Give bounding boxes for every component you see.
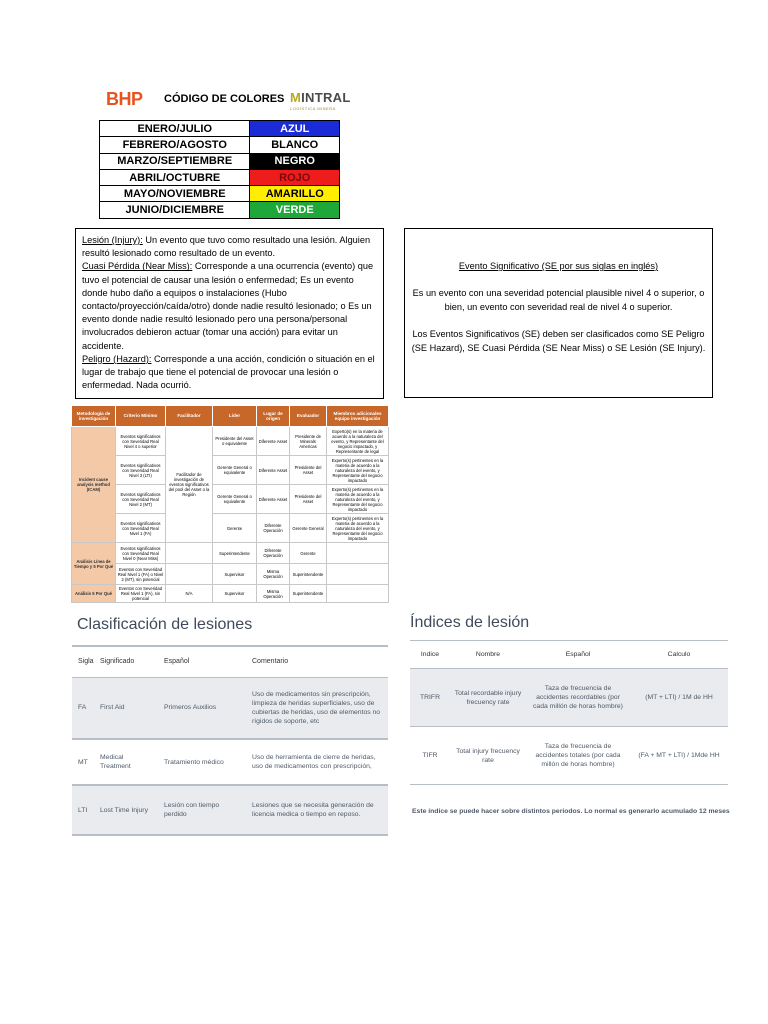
origin-cell: Diferente Operación: [257, 543, 290, 564]
facilitator-cell: [166, 543, 213, 564]
month-cell: JUNIO/DICIEMBRE: [100, 202, 250, 218]
criteria-cell: Eventos con Severidad Real Nivel 1 (FA) o Nivel 2 (MT), sin potencial: [116, 564, 166, 585]
column-header: Criterio Mínimo: [116, 406, 166, 427]
method-cell: Incident cause analysis method (ICAM): [72, 427, 116, 543]
color-cell: ROJO: [250, 169, 340, 185]
classification-title: Clasificación de lesiones: [77, 616, 253, 633]
definitions-box: [75, 228, 384, 399]
facilitator-cell: [166, 564, 213, 585]
hazard-text: Corresponde a una acción, condición o situación en el lugar de trabajo que tiene el potencial de provocar una lesión o enfermedad. Nada ocurrió.: [82, 353, 375, 391]
table-row: [72, 739, 388, 785]
column-header: Significado: [94, 646, 158, 677]
criteria-cell: Eventos significativos con Severidad Real Nivel 2 (MT): [116, 485, 166, 514]
espanol-cell: Taza de frecuencia de accidentes totales (por cada millón de horas hombre): [526, 727, 630, 785]
leader-cell: Gerente General o equivalente: [213, 485, 257, 514]
near-miss-term: Cuasi Pérdida (Near Miss):: [82, 261, 193, 272]
evaluator-cell: Superintendente: [290, 564, 327, 585]
mintral-logo: MINTRAL LOGÍSTICA MINERA: [290, 90, 351, 111]
color-cell: NEGRO: [250, 153, 340, 169]
column-header: Lugar de origen: [257, 406, 290, 427]
table-row: [72, 514, 389, 543]
column-header: Comentario: [246, 646, 388, 677]
members-cell: Experto(s) pertinentes en la materia de acuerdo a la naturaleza del evento, y Representante del negocio impactado: [327, 485, 389, 514]
sigla-cell: FA: [72, 677, 94, 739]
origin-cell: Diferente Operación: [257, 514, 290, 543]
table-row: [72, 456, 389, 485]
table-row: [410, 727, 728, 785]
near-miss-definition: [82, 260, 377, 352]
bhp-logo: BHP: [106, 89, 143, 109]
espanol-cell: Lesión con tiempo perdido: [158, 785, 246, 835]
table-row: [72, 564, 389, 585]
column-header: Español: [158, 646, 246, 677]
color-row: [100, 137, 340, 153]
members-cell: [327, 564, 389, 585]
month-cell: FEBRERO/AGOSTO: [100, 137, 250, 153]
members-cell: [327, 543, 389, 564]
near-miss-text: Corresponde a una ocurrencia (evento) que tuvo el potencial de causar una lesión o enfermedad; Es un evento donde hubo daño a equipos o instalaciones (Hubo contacto/proyección/caída/otro) donde nadie resultó lesionado; o Es un evento donde nadie resultó lesionado pero una persona/personal involucrados debieron actuar (tomar una acción) para evitar un accidente.: [82, 261, 374, 351]
color-cell: AZUL: [250, 121, 340, 137]
origin-cell: Diferente Asset: [257, 485, 290, 514]
criteria-cell: Eventos significativos con Severidad Real Nivel 0 (Near Miss): [116, 543, 166, 564]
comentario-cell: Lesiones que se necesita generación de licencia medica o tiempo en reposo.: [246, 785, 388, 835]
members-cell: Experto(s) pertinentes en la materia de acuerdo a la naturaleza del evento, y Representante del negocio impactado: [327, 514, 389, 543]
significant-event-classification: Los Eventos Significativos (SE) deben ser clasificados como SE Peligro (SE Hazard), SE Cuasi Pérdida (SE Near Miss) o SE Lesión (SE Injury).: [411, 329, 706, 353]
injury-term: Lesión (Injury):: [82, 235, 143, 245]
month-cell: MAYO/NOVIEMBRE: [100, 186, 250, 202]
hazard-term: Peligro (Hazard):: [82, 353, 152, 364]
comentario-cell: Uso de medicamentos sin prescripción, limpieza de heridas superficiales, uso de cubiertas de heridas, uso de elementos no rígidos de soporte, etc: [246, 677, 388, 739]
comentario-cell: Uso de herramienta de cierre de heridas, uso de medicamentos con prescripción,: [246, 739, 388, 785]
significado-cell: Lost Time Injury: [94, 785, 158, 835]
column-header: Evaluador: [290, 406, 327, 427]
criteria-cell: Eventos significativos con Severidad Real Nivel 3 (LTI): [116, 456, 166, 485]
nombre-cell: Total injury frecuency rate: [450, 727, 526, 785]
color-cell: VERDE: [250, 202, 340, 218]
leader-cell: Supervisor: [213, 564, 257, 585]
significant-event-box: [404, 228, 713, 398]
significado-cell: Medical Treatment: [94, 739, 158, 785]
color-row: [100, 121, 340, 137]
criteria-cell: Eventos significativos con Severidad Real Nivel 1 (FA): [116, 514, 166, 543]
facilitator-cell: Facilitador de investigación de eventos significativos del pool del Asset o la Región: [166, 427, 213, 543]
significado-cell: First Aid: [94, 677, 158, 739]
column-header: Líder: [213, 406, 257, 427]
leader-cell: Supervisor: [213, 585, 257, 603]
color-cell: AMARILLO: [250, 186, 340, 202]
evaluator-cell: Gerente: [290, 543, 327, 564]
column-header: Indice: [410, 641, 450, 669]
indice-cell: TIFR: [410, 727, 450, 785]
classification-table: [72, 645, 388, 836]
significant-event-title: Evento Significativo (SE por sus siglas en inglés): [458, 261, 659, 271]
indice-cell: TRIFR: [410, 669, 450, 727]
color-code-table: [99, 120, 340, 219]
evaluator-cell: Presidente del Asset: [290, 485, 327, 514]
color-row: [100, 186, 340, 202]
column-header: Calculo: [630, 641, 728, 669]
month-cell: ENERO/JULIO: [100, 121, 250, 137]
espanol-cell: Taza de frecuencia de accidentes recordables (por cada millón de horas hombre): [526, 669, 630, 727]
leader-cell: Superintendente: [213, 543, 257, 564]
espanol-cell: Tratamiento médico: [158, 739, 246, 785]
origin-cell: Diferente Asset: [257, 427, 290, 456]
page-title: CÓDIGO DE COLORES: [164, 93, 285, 105]
table-row: [72, 485, 389, 514]
hazard-definition: [82, 353, 377, 393]
method-cell: Análisis 5 Por Qué: [72, 585, 116, 603]
sigla-cell: MT: [72, 739, 94, 785]
column-header: Facilitador: [166, 406, 213, 427]
evaluator-cell: Presidente de Minerals Americas: [290, 427, 327, 456]
table-row: [72, 785, 388, 835]
evaluator-cell: Superintendente: [290, 585, 327, 603]
leader-cell: Gerente: [213, 514, 257, 543]
calculo-cell: (FA + MT + LTI) / 1Mde HH: [630, 727, 728, 785]
table-row: [410, 669, 728, 727]
nombre-cell: Total recordable injury frecuency rate: [450, 669, 526, 727]
origin-cell: Misma Operación: [257, 585, 290, 603]
injury-definition: [82, 234, 377, 260]
leader-cell: Presidente del Asset o equivalente: [213, 427, 257, 456]
espanol-cell: Primeros Auxilios: [158, 677, 246, 739]
table-row: [72, 543, 389, 564]
color-row: [100, 153, 340, 169]
indices-table: [410, 640, 728, 785]
members-cell: [327, 585, 389, 603]
color-row: [100, 202, 340, 218]
table-row: [72, 427, 389, 456]
significant-event-definition: Es un evento con una severidad potencial plausible nivel 4 o superior, o bien, un evento con severidad real de nivel 4 o superior.: [412, 288, 705, 312]
evaluator-cell: Presidente del Asset: [290, 456, 327, 485]
indices-title: Índices de lesión: [410, 614, 530, 631]
table-row: [72, 677, 388, 739]
method-cell: Análisis Línea de Tiempo y 5 Por Qué: [72, 543, 116, 585]
column-header: Español: [526, 641, 630, 669]
criteria-cell: Eventos significativos con Severidad Real Nivel 4 o superior: [116, 427, 166, 456]
indices-note: Este índice se puede hacer sobre distintos periodos. Lo normal es generarlo acumulado 12 meses: [412, 808, 730, 815]
table-row: [72, 585, 389, 603]
color-row: [100, 169, 340, 185]
leader-cell: Gerente General o equivalente: [213, 456, 257, 485]
sigla-cell: LTI: [72, 785, 94, 835]
mintral-logo-subtitle: LOGÍSTICA MINERA: [290, 106, 336, 111]
calculo-cell: (MT + LTI) / 1M de HH: [630, 669, 728, 727]
evaluator-cell: Gerente General: [290, 514, 327, 543]
criteria-cell: Eventos con Severidad Real Nivel 1 (FA), sin potencial: [116, 585, 166, 603]
injury-text: Un evento que tuvo como resultado una lesión. Alguien resultó lesionado como resultado de un evento.: [82, 235, 371, 259]
column-header: Miembros adicionales equipo investigación: [327, 406, 389, 427]
members-cell: Experto(s) pertinentes en la materia de acuerdo a la naturaleza del evento, y Representante del negocio impactado: [327, 456, 389, 485]
investigation-table: [71, 405, 389, 603]
month-cell: MARZO/SEPTIEMBRE: [100, 153, 250, 169]
column-header: Sigla: [72, 646, 94, 677]
members-cell: Experto(s) en la materia de acuerdo a la naturaleza del evento, y Representante del negocio impactado, y Representante de legal: [327, 427, 389, 456]
origin-cell: Diferente Asset: [257, 456, 290, 485]
column-header: Metodología de investigación: [72, 406, 116, 427]
column-header: Nombre: [450, 641, 526, 669]
facilitator-cell: N/A: [166, 585, 213, 603]
month-cell: ABRIL/OCTUBRE: [100, 169, 250, 185]
color-cell: BLANCO: [250, 137, 340, 153]
origin-cell: Misma Operación: [257, 564, 290, 585]
